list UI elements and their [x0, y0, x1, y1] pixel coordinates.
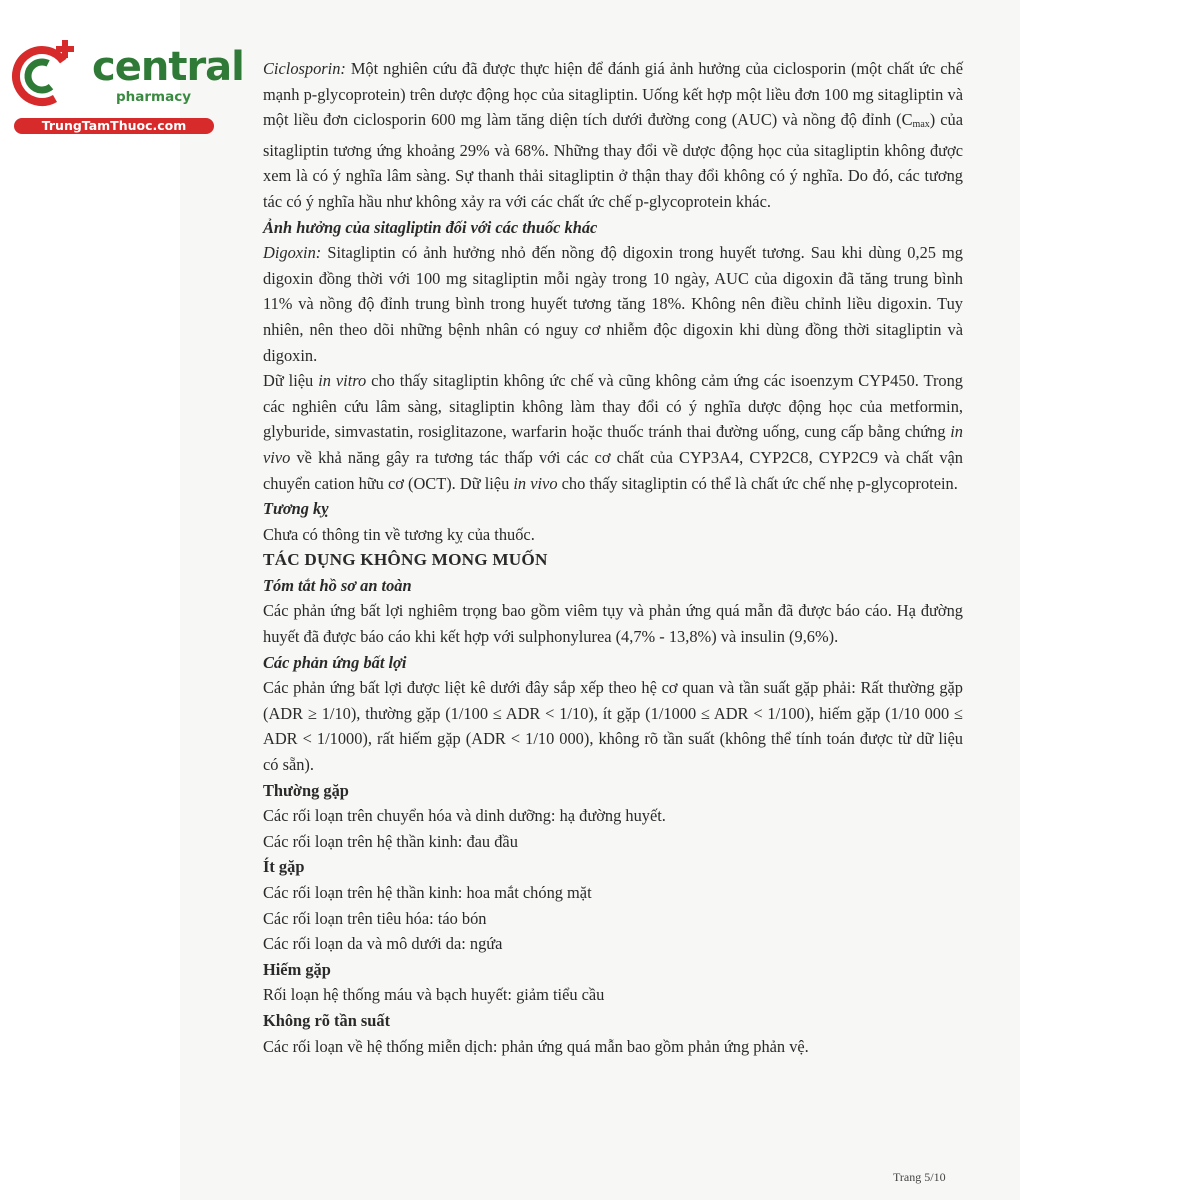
- heading-unknown-frequency: Không rõ tần suất: [263, 1010, 391, 1030]
- logo-brand-text: central: [92, 44, 244, 90]
- heading-effect-on-other-drugs: Ảnh hưởng của sitagliptin đối với các thuốc khác: [263, 217, 598, 237]
- ciclosporin-text-a: Một nghiên cứu đã được thực hiện để đánh giá ảnh hưởng của ciclosporin (một chất ức chế mạnh p-glycoprotein) trên dược động học của sitagliptin. Uống kết hợp một liều đơn 100 mg sitagliptin và một liều đơn ciclosporin 600 mg làm tăng diện tích dưới đường cong (AUC) và nồng độ đỉnh (C: [263, 59, 963, 130]
- cmax-subscript: max: [912, 119, 930, 131]
- paragraph-incompatibility: Chưa có thông tin về tương kỵ của thuốc.: [263, 524, 535, 544]
- page-number: Trang 5/10: [893, 1170, 946, 1184]
- list-item: Các rối loạn về hệ thống miễn dịch: phản ứng quá mẫn bao gồm phản ứng phản vệ.: [263, 1036, 809, 1056]
- list-item: Các rối loạn trên hệ thần kinh: hoa mắt chóng mặt: [263, 883, 592, 902]
- invitro-italic-1: in vitro: [318, 371, 367, 391]
- list-item: Các rối loạn trên hệ thần kinh: đau đầu: [263, 831, 518, 851]
- heading-rare: Hiếm gặp: [263, 959, 331, 979]
- list-item: Các rối loạn trên chuyển hóa và dinh dưỡng: hạ đường huyết.: [263, 806, 666, 826]
- list-item: Rối loạn hệ thống máu và bạch huyết: giảm tiểu cầu: [263, 985, 605, 1005]
- invitro-text-d: cho thấy sitagliptin có thể là chất ức chế nhẹ p-glycoprotein.: [557, 473, 958, 493]
- logo-site-banner: TrungTamThuoc.com: [14, 118, 214, 134]
- paragraph-ciclosporin: [263, 56, 963, 215]
- heading-uncommon: Ít gặp: [263, 857, 305, 877]
- logo-sub-text: pharmacy: [116, 89, 192, 105]
- digoxin-lead: Digoxin:: [263, 243, 322, 263]
- ciclosporin-text-b: ) của sitagliptin tương ứng khoảng 29% và 68%. Những thay đổi về dược động học của sitagliptin không được xem là có ý nghĩa lâm sàng. Sự thanh thải sitagliptin ở thận thay đổi không có ý nghĩa. Do đó, các tương tác có ý nghĩa hầu như không xảy ra với các chất ức chế p-glycoprotein khác.: [263, 110, 963, 211]
- paragraph-safety-summary: Các phản ứng bất lợi nghiêm trọng bao gồm viêm tụy và phản ứng quá mẫn đã được báo cáo. Hạ đường huyết đã được báo cáo khi kết hợp với sulphonylurea (4,7% - 13,8%) và insulin (9,6%).: [263, 601, 963, 647]
- heading-common: Thường gặp: [263, 780, 349, 800]
- paragraph-digoxin: [263, 240, 963, 368]
- heading-safety-summary: Tóm tắt hồ sơ an toàn: [263, 575, 412, 595]
- pharmacy-cross-logo-icon: [10, 36, 82, 108]
- paragraph-in-vitro: [263, 368, 963, 496]
- document-body: [263, 56, 963, 1059]
- heading-adverse-effects: TÁC DỤNG KHÔNG MONG MUỐN: [263, 550, 548, 570]
- heading-adverse-reactions: Các phản ứng bất lợi: [263, 652, 407, 672]
- invivo-italic-2: in vivo: [263, 422, 963, 467]
- digoxin-text: Sitagliptin có ảnh hưởng nhỏ đến nồng độ digoxin trong huyết tương. Sau khi dùng 0,25 mg digoxin đồng thời với 100 mg sitagliptin mỗi ngày trong 10 ngày, AUC của digoxin đã tăng trung bình 11% và nồng độ đỉnh trung bình trong huyết tương tăng 18%. Không nên điều chỉnh liều digoxin. Tuy nhiên, nên theo dõi những bệnh nhân có nguy cơ nhiễm độc digoxin khi dùng đồng thời sitagliptin và digoxin.: [263, 243, 963, 365]
- invitro-text-b: cho thấy sitagliptin không ức chế và cũng không cảm ứng các isoenzym CYP450. Trong các nghiên cứu lâm sàng, sitagliptin không làm thay đổi có ý nghĩa dược động học của metformin, glyburide, simvastatin, rosiglitazone, warfarin hoặc thuốc tránh thai đường uống, cung cấp bằng chứng: [263, 371, 963, 442]
- heading-incompatibility: Tương kỵ: [263, 499, 329, 519]
- ciclosporin-lead: Ciclosporin:: [263, 59, 346, 78]
- central-pharmacy-logo: [10, 36, 244, 136]
- invivo-italic-3: in vivo: [513, 473, 558, 493]
- list-item: Các rối loạn da và mô dưới da: ngứa: [263, 934, 503, 954]
- list-item: Các rối loạn trên tiêu hóa: táo bón: [263, 908, 487, 928]
- paragraph-adverse-reactions: Các phản ứng bất lợi được liệt kê dưới đây sắp xếp theo hệ cơ quan và tần suất gặp phải: Rất thường gặp (ADR ≥ 1/10), thường gặp (1/100 ≤ ADR < 1/10), ít gặp (1/1000 ≤ ADR < 1/100), hiếm gặp (1/10 000 ≤ ADR < 1/1000), rất hiếm gặp (ADR < 1/10 000), không rõ tần suất (không thể tính toán được từ dữ liệu có sẵn).: [263, 678, 963, 775]
- invitro-text-c: về khả năng gây ra tương tác thấp với các cơ chất của CYP3A4, CYP2C8, CYP2C9 và chất vận chuyển cation hữu cơ (OCT). Dữ liệu: [263, 447, 963, 493]
- invitro-text-a: Dữ liệu: [263, 371, 319, 391]
